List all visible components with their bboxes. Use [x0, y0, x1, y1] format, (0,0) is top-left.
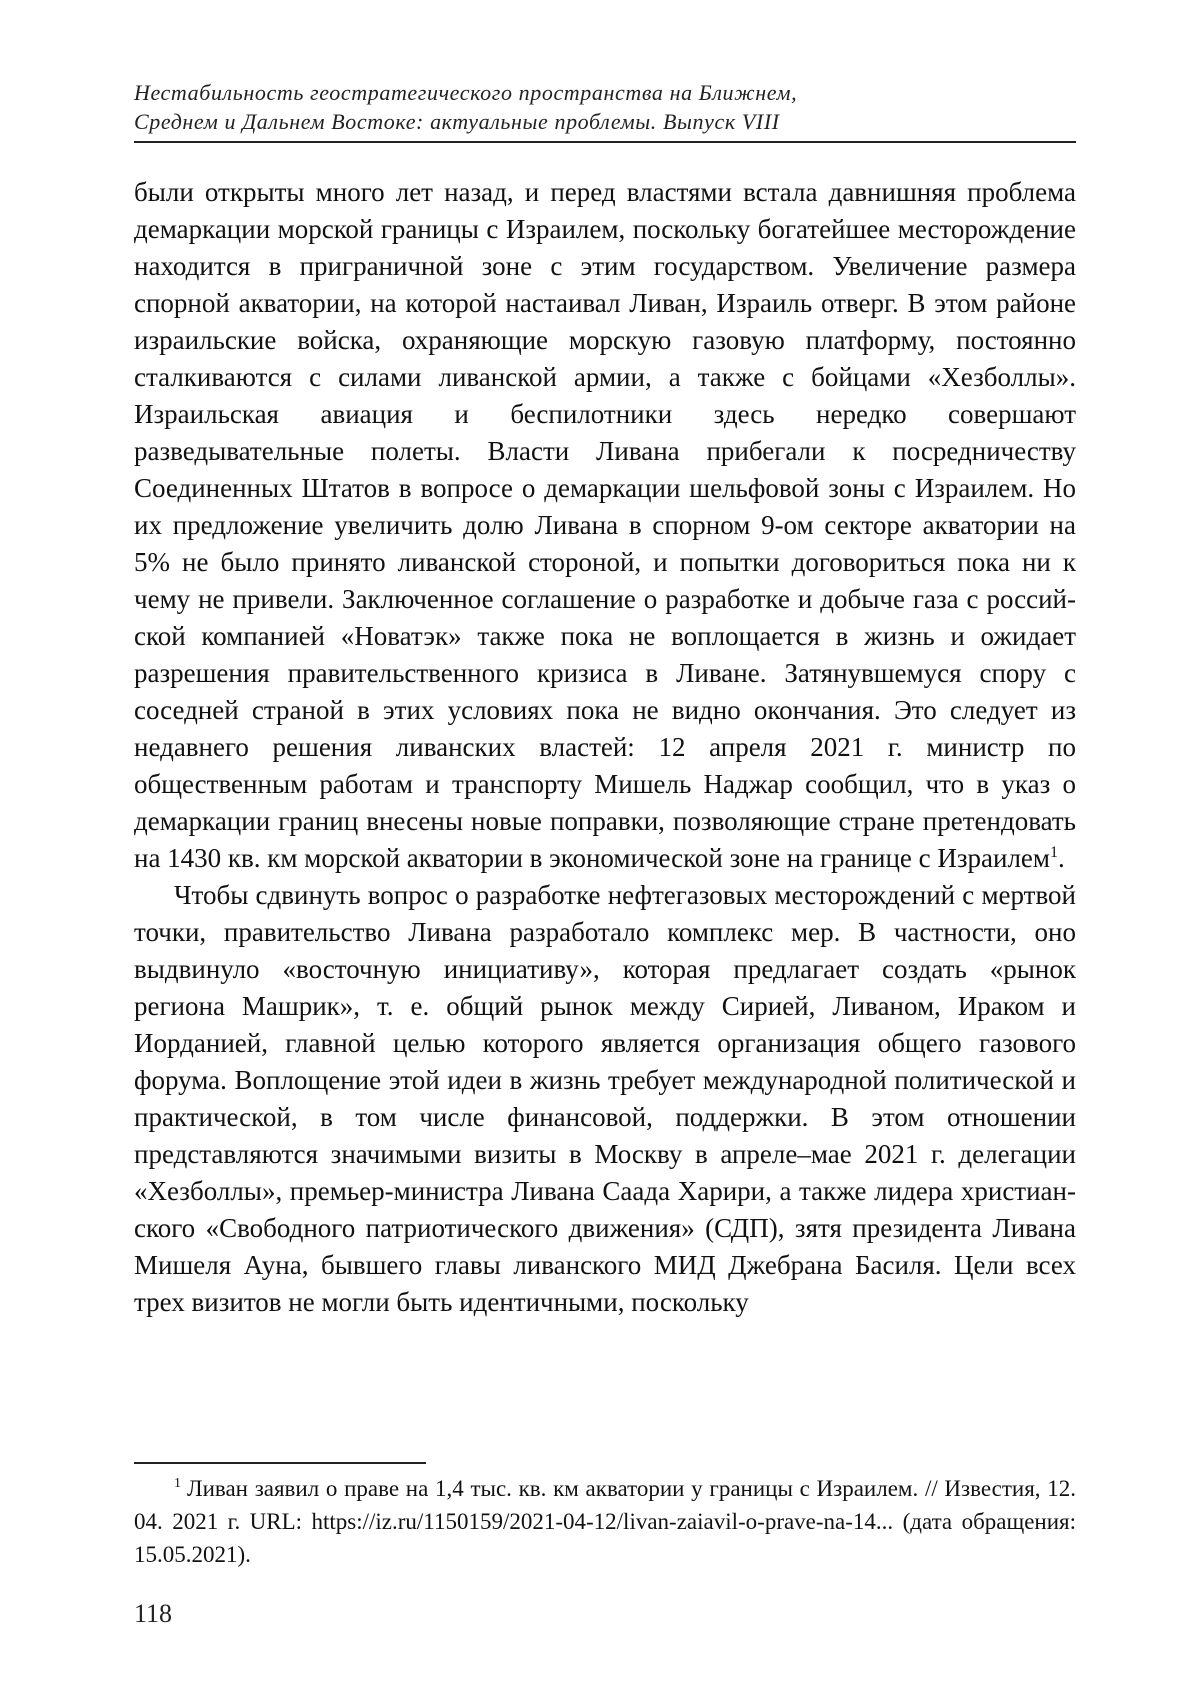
footnote-reference[interactable]: 1: [1050, 844, 1058, 861]
running-header-line-1: Нестабильность геостратегического пространства на Ближнем,: [134, 78, 1076, 107]
running-header-line-2: Среднем и Дальнем Востоке: актуальные проблемы. Выпуск VIII: [134, 107, 1076, 136]
footnote-text: Ливан заявил о праве на 1,4 тыс. кв. км акватории у границы с Израилем. // Известия, 12. 04. 2021 г. URL: https://iz.ru/1150159/2021-04-12/livan-zaiavil-o-prave-na-14... (дата обращения: 15.05.2021).: [134, 1476, 1076, 1567]
paragraph-1-text: были открыты много лет назад, и перед властями встала давнишняя про­блема демаркации морской границы с Израилем, поскольку богатейшее месторождение находится в приграничной зоне с этим государством. Увеличение размера спорной акватории, на которой настаивал Ливан, Израиль отверг. В этом районе израильские войска, охраняющие мор­скую газовую платформу, постоянно сталкиваются с силами ливанской армии, а также с бойцами «Хезболлы». Израильская авиация и беспи­лотники здесь нередко совершают разведывательные полеты. Власти Ливана прибегали к посредничеству Соединенных Штатов в вопросе о демаркации шельфовой зоны с Израилем. Но их предложение увеличить долю Ливана в спорном 9-ом секторе акватории на 5% не было принято ливанской стороной, и попытки договориться пока ни к чему не при­вели. Заключенное соглашение о разработке и добыче газа с россий­ской компанией «Новатэк» также пока не воплощается в жизнь и ожи­дает разрешения правительственного кризиса в Ливане. Затянувшемуся спору с соседней страной в этих условиях пока не видно окончания. Это следует из недавнего решения ливанских властей: 12 апреля 2021 г. министр по общественным работам и транспорту Мишель Наджар сообщил, что в указ о демаркации границ внесены новые поправки, позволяющие стране претендовать на 1430 кв. км морской акватории в экономической зоне на границе с Израилем: [134, 177, 1076, 873]
paragraph-1: [134, 174, 1076, 877]
paragraph-2: Чтобы сдвинуть вопрос о разработке нефтегазовых месторождений с мертвой точки, правительство Ливана разработало комплекс мер. В частности, оно выдвинуло «восточную инициативу», которая пред­лагает создать «рынок региона Машрик», т. е. общий рынок между Сирией, Ливаном, Ираком и Иорданией, главной целью которого явля­ется организация общего газового форума. Воплощение этой идеи в жизнь требует международной политической и практической, в том числе финансовой, поддержки. В этом отношении представляются зна­чимыми визиты в Москву в апреле–мае 2021 г. делегации «Хезболлы», премьер-министра Ливана Саада Харири, а также лидера христиан­ского «Свободного патриотического движения» (СДП), зятя президента Ливана Мишеля Ауна, бывшего главы ливанского МИД Джебрана Басиля. Цели всех трех визитов не могли быть идентичными, поскольку: [134, 877, 1076, 1321]
body-text: [134, 174, 1076, 1321]
paragraph-1-end: .: [1058, 843, 1065, 873]
footnote-mark: 1: [174, 1476, 181, 1491]
footnote: [134, 1472, 1076, 1571]
page-number: 118: [134, 1598, 172, 1630]
footnote-rule: [134, 1462, 426, 1464]
header-rule: [134, 141, 1076, 143]
running-header: [134, 78, 1076, 136]
